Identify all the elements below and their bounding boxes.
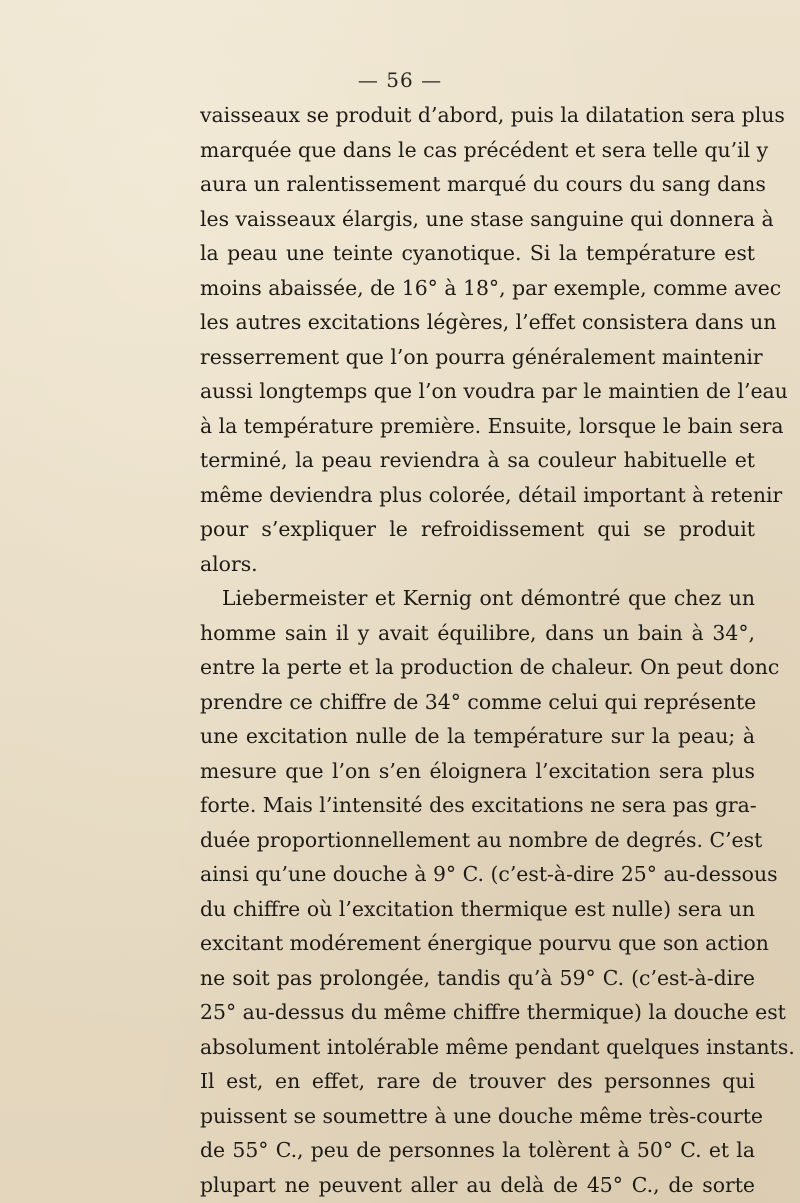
text-line: mesure que l’on s’en éloignera l’excitation sera plus	[200, 758, 755, 783]
text-line: moins abaissée, de 16° à 18°, par exemple, comme avec	[200, 275, 782, 300]
text-line: duée proportionnellement au nombre de degrés. C’est	[200, 827, 763, 852]
text-line: Liebermeister et Kernig ont démontré que chez un	[222, 586, 755, 610]
text-line: ainsi qu’une douche à 9° C. (c’est-à-dire 25° au-dessous	[200, 862, 778, 886]
text-line: les vaisseaux élargis, une stase sanguine qui donnera à	[200, 206, 774, 231]
text-line: vaisseaux se produit d’abord, puis la dilatation sera plus	[200, 103, 785, 127]
text-line: une excitation nulle de la température sur la peau; à	[200, 724, 755, 748]
text-line: alors.	[200, 551, 258, 576]
text-line: 25° au-dessus du même chiffre thermique) la douche est	[200, 1000, 786, 1024]
text-line: absolument intolérable même pendant quelques instants.	[200, 1034, 795, 1059]
text-line: même deviendra plus colorée, détail important à retenir	[200, 482, 783, 507]
text-line: aussi longtemps que l’on voudra par le maintien de l’eau	[200, 379, 788, 403]
text-line: les autres excitations légères, l’effet consistera dans un	[200, 310, 777, 334]
text-line: aura un ralentissement marqué du cours du sang dans	[200, 172, 766, 196]
paragraph-2	[200, 581, 795, 1202]
text-line: plupart ne peuvent aller au delà de 45° C., de sorte	[200, 1172, 755, 1197]
text-line: homme sain il y avait équilibre, dans un bain à 34°,	[200, 620, 755, 645]
text-line: à la température première. Ensuite, lorsque le bain sera	[200, 413, 784, 438]
body-text	[200, 98, 795, 1202]
text-line: prendre ce chiffre de 34° comme celui qui représente	[200, 689, 757, 714]
text-line: du chiffre où l’excitation thermique est nulle) sera un	[200, 896, 755, 921]
text-line: la peau une teinte cyanotique. Si la température est	[200, 241, 755, 265]
page-number: — 56 —	[357, 68, 443, 92]
text-line: excitant modérement énergique pourvu que son action	[200, 931, 769, 955]
text-line: de 55° C., peu de personnes la tolèrent à 50° C. et la	[200, 1138, 755, 1162]
text-line: terminé, la peau reviendra à sa couleur habituelle et	[200, 448, 755, 472]
text-line: marquée que dans le cas précédent et sera telle qu’il y	[200, 137, 769, 162]
text-line: ne soit pas prolongée, tandis qu’à 59° C. (c’est-à-dire	[200, 965, 755, 990]
paragraph-1	[200, 98, 788, 581]
text-line: entre la perte et la production de chaleur. On peut donc	[200, 655, 780, 679]
text-line: puissent se soumettre à une douche même très-courte	[200, 1103, 763, 1128]
text-line: Il est, en effet, rare de trouver des personnes qui	[200, 1069, 755, 1093]
text-line: resserrement que l’on pourra généralement maintenir	[200, 344, 763, 369]
text-line: forte. Mais l’intensité des excitations ne sera pas gra-	[200, 793, 757, 817]
text-line: pour s’expliquer le refroidissement qui se produit	[200, 517, 755, 541]
